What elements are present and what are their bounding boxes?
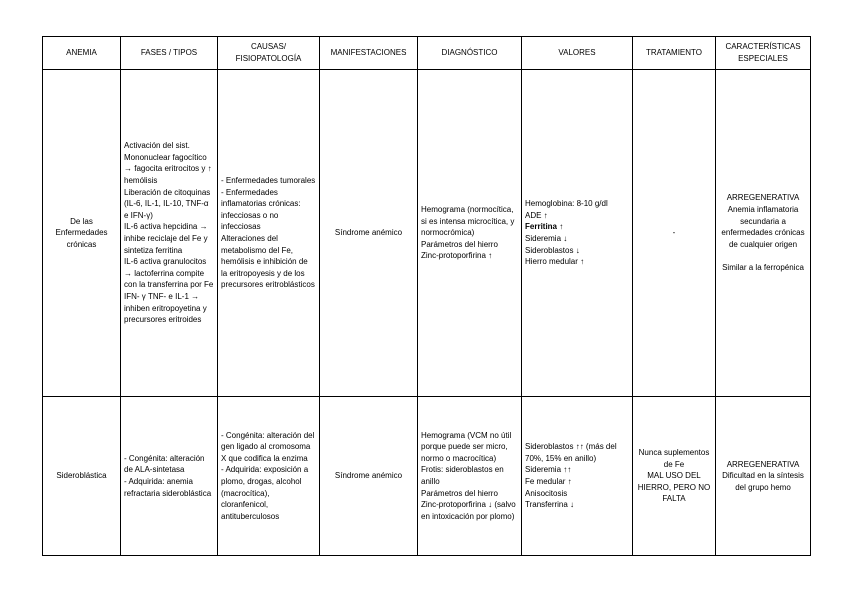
cell-tratamiento: - [633, 70, 716, 397]
cell-line: Zinc-protoporfirina ↓ (salvo en intoxicación por plomo) [421, 500, 516, 521]
cell-line: IL-6 activa granulocitos → lactoferrina compite con la transferrina por Fe [124, 257, 214, 290]
cell-line: IL-6 activa hepcidina → inhibe reciclaje del Fe y sintetiza ferritina [124, 222, 208, 255]
cell-line: Sideremia ↓ [525, 234, 568, 243]
cell-diagnostico [418, 397, 522, 556]
table-row [43, 397, 811, 556]
header-caracteristicas: CARACTERÍSTICAS ESPECIALES [716, 37, 811, 70]
cell-line: IFN- γ TNF- e IL-1 → inhiben eritropoyetina y precursores eritroides [124, 291, 207, 325]
cell-line: - Enfermedades inflamatorias crónicas: infecciosas o no infecciosas [221, 187, 301, 232]
cell-line: crónicas [66, 239, 97, 249]
cell-line: Sideroblástica [56, 471, 107, 481]
cell-line: Ferritina ↑ [525, 222, 564, 232]
cell-line: Sideremia ↑↑ [525, 465, 572, 475]
cell-line: Zinc-protoporfirina ↑ [421, 251, 493, 261]
cell-line: Sideroblastos ↓ [525, 245, 580, 255]
cell-valores [522, 397, 633, 556]
cell-line: Hemoglobina: 8-10 g/dl [525, 199, 608, 209]
cell-valores [522, 70, 633, 397]
cell-fases [121, 70, 218, 397]
cell-line: Sideroblastos ↑↑ (más del 70%, 15% en anillo) [525, 442, 617, 463]
cell-causas [218, 397, 320, 556]
cell-line: Hemograma (normocítica, si es intensa microcítica, y normocrómica) [421, 205, 515, 238]
cell-line: Activación del sist. Mononuclear fagocítico → fagocita eritrocitos y ↑ hemólisis [124, 141, 212, 186]
cell-line: Hierro medular ↑ [525, 257, 585, 267]
cell-line: De las [70, 216, 93, 226]
header-valores: VALORES [522, 37, 633, 70]
cell-fases [121, 397, 218, 556]
cell-anemia [43, 70, 121, 397]
cell-diagnostico [418, 70, 522, 397]
cell-line: Dificultad en la síntesis del grupo hemo [722, 471, 804, 492]
cell-causas [218, 70, 320, 397]
cell-line: Parámetros del hierro [421, 488, 498, 498]
cell-line: ADE ↑ [525, 210, 548, 220]
cell-line: Anisocitosis [525, 488, 568, 498]
table-row [43, 70, 811, 397]
cell-line: - Enfermedades tumorales [221, 176, 316, 186]
cell-line: Transferrina ↓ [525, 500, 575, 510]
cell-line: Liberación de citoquinas (IL-6, IL-1, IL-10, TNF-α e IFN-γ) [124, 187, 211, 220]
cell-line: ARREGENERATIVA [726, 193, 800, 203]
cell-line: Fe medular ↑ [525, 477, 572, 486]
cell-line: Anemia inflamatoria secundaria a enfermedades crónicas de cualquier origen [721, 205, 805, 249]
anemia-table [42, 36, 811, 556]
cell-line: Hemograma (VCM no útil porque puede ser micro, normo o macrocítica) [421, 430, 512, 463]
cell-line: Nunca suplementos de Fe [638, 448, 710, 469]
cell-caracteristicas [716, 70, 811, 397]
cell-line: MAL USO DEL HIERRO, PERO NO FALTA [637, 471, 711, 504]
cell-line: Frotis: sideroblastos en anillo [421, 465, 504, 486]
header-fases-tipos: FASES / TIPOS [121, 37, 218, 70]
cell-manifestaciones: Síndrome anémico [320, 397, 418, 556]
header-anemia: ANEMIA [43, 37, 121, 70]
cell-caracteristicas [716, 397, 811, 556]
header-row [43, 37, 811, 70]
header-diagnostico: DIAGNÓSTICO [418, 37, 522, 70]
header-causas: CAUSAS/ FISIOPATOLOGÍA [218, 37, 320, 70]
header-tratamiento: TRATAMIENTO [633, 37, 716, 70]
cell-line: ARREGENERATIVA [726, 459, 800, 469]
cell-line: - Adquirida: anemia refractaria sideroblástica [124, 477, 212, 498]
cell-line [719, 250, 807, 262]
cell-manifestaciones: Síndrome anémico [320, 70, 418, 397]
cell-tratamiento [633, 397, 716, 556]
header-manifestaciones: MANIFESTACIONES [320, 37, 418, 70]
cell-line: Alteraciones del metabolismo del Fe, hemólisis e inhibición de la eritropoyesis y de los precursores eritroblásticos [221, 234, 315, 290]
cell-line: Parámetros del hierro [421, 239, 498, 249]
cell-line: - Congénita: alteración del gen ligado al cromosoma X que codifica la enzima [221, 430, 315, 463]
cell-anemia [43, 397, 121, 556]
cell-line: - Congénita: alteración de ALA-sintetasa [124, 453, 205, 475]
cell-line: Enfermedades [55, 228, 108, 238]
cell-line: - Adquirida: exposición a plomo, drogas, alcohol (macrocítica), cloranfenicol, antituberculosos [221, 465, 309, 521]
cell-line: Similar a la ferropénica [722, 262, 804, 272]
